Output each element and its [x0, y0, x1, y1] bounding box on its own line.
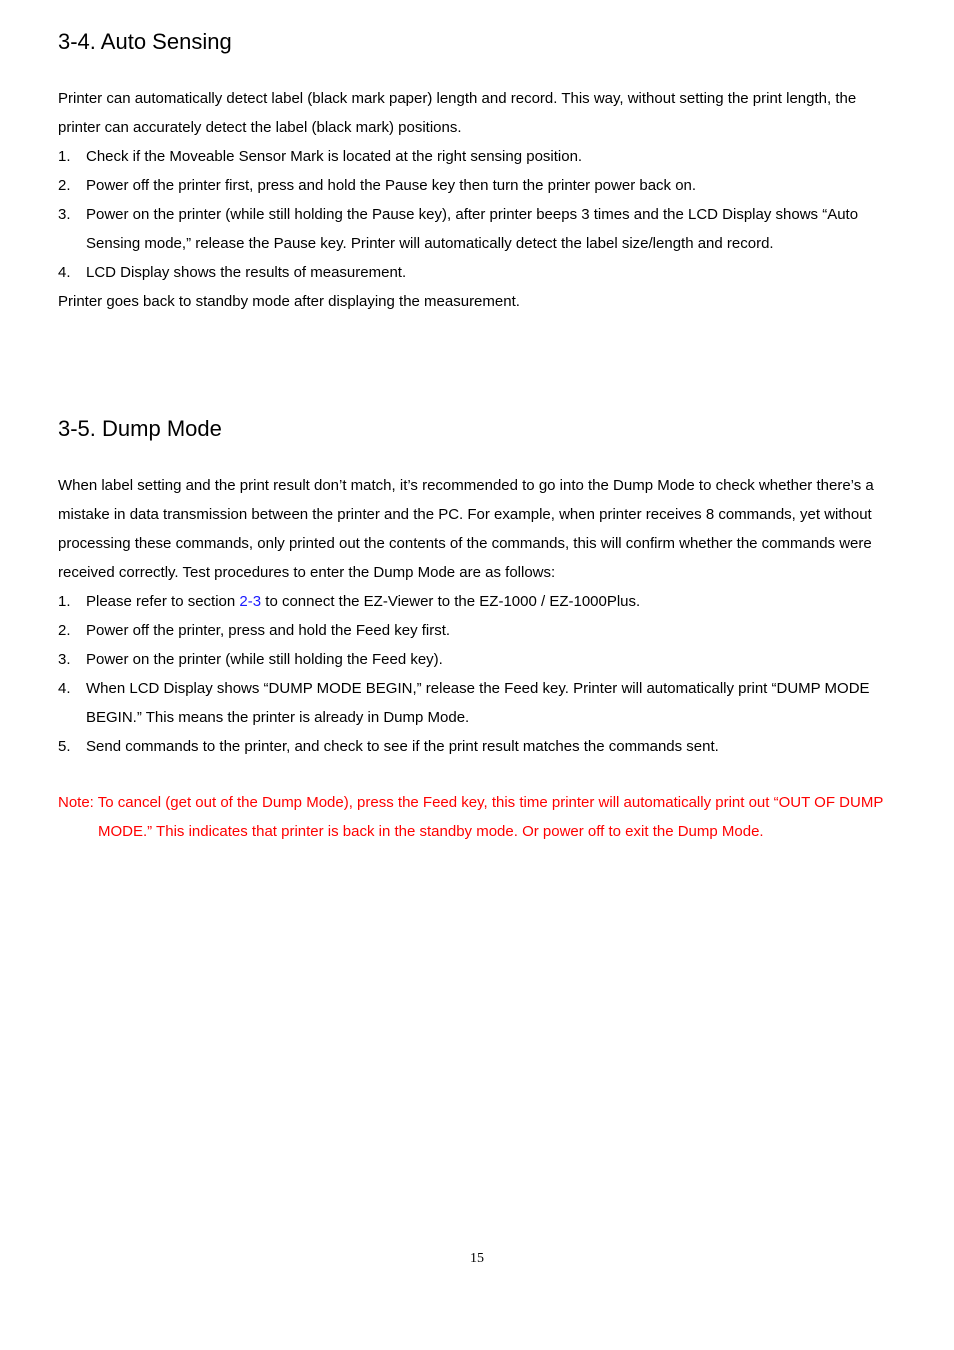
- list-number: 4.: [58, 680, 71, 697]
- section-body-dump-mode: [58, 471, 898, 761]
- list-item: [58, 171, 898, 200]
- list-text: Power on the printer (while still holding the Pause key), after printer beeps 3 times and the LCD Display shows “Auto Sensing mode,” release the Pause key. Printer will automatically detect the label size/length and record.: [86, 206, 859, 252]
- list-number: 3.: [58, 206, 71, 223]
- list-number: 2.: [58, 177, 71, 194]
- list-item: [58, 200, 898, 258]
- list-number: 5.: [58, 738, 71, 755]
- list-number: 1.: [58, 593, 71, 610]
- list-text: LCD Display shows the results of measurement.: [86, 264, 407, 281]
- list-text: Check if the Moveable Sensor Mark is located at the right sensing position.: [86, 148, 583, 165]
- list-item: [58, 645, 898, 674]
- section-heading-auto-sensing: 3-4. Auto Sensing: [58, 29, 232, 54]
- section-link-2-3[interactable]: 2-3: [239, 593, 262, 610]
- list-text: Send commands to the printer, and check to see if the print result matches the commands sent.: [86, 738, 719, 755]
- steps-list: [58, 587, 898, 761]
- paragraph-intro: Printer can automatically detect label (black mark paper) length and record. This way, without setting the print length, the printer can accurately detect the label (black mark) positions.: [58, 90, 857, 136]
- list-text-after: to connect the EZ-Viewer to the EZ-1000 / EZ-1000Plus.: [261, 593, 641, 610]
- list-item: [58, 616, 898, 645]
- list-text: When LCD Display shows “DUMP MODE BEGIN,” release the Feed key. Printer will automatically print “DUMP MODE BEGIN.” This means the printer is already in Dump Mode.: [86, 680, 870, 726]
- page-number: 15: [470, 1251, 484, 1266]
- list-text: Power on the printer (while still holding the Feed key).: [86, 651, 443, 668]
- list-item: [58, 258, 898, 287]
- paragraph-intro: When label setting and the print result don’t match, it’s recommended to go into the Dump Mode to check whether there’s a mistake in data transmission between the printer and the PC. For example, when printer receives 8 commands, yet without processing these commands, only printed out the contents of the commands, this will confirm whether the commands were received correctly. Test procedures to enter the Dump Mode are as follows:: [58, 477, 874, 581]
- list-number: 4.: [58, 264, 71, 281]
- steps-list: [58, 142, 898, 287]
- section-body-auto-sensing: [58, 84, 898, 316]
- list-item: [58, 674, 898, 732]
- section-heading-dump-mode: 3-5. Dump Mode: [58, 416, 222, 441]
- list-item: [58, 587, 898, 616]
- list-item: [58, 142, 898, 171]
- list-number: 3.: [58, 651, 71, 668]
- paragraph-outro: Printer goes back to standby mode after displaying the measurement.: [58, 293, 520, 310]
- note-block: [58, 788, 898, 846]
- list-number: 2.: [58, 622, 71, 639]
- list-text: Power off the printer first, press and hold the Pause key then turn the printer power back on.: [86, 177, 697, 194]
- list-text: Power off the printer, press and hold the Feed key first.: [86, 622, 451, 639]
- list-item: [58, 732, 898, 761]
- list-number: 1.: [58, 148, 71, 165]
- note-text: Note: To cancel (get out of the Dump Mode), press the Feed key, this time printer will automatically print out “OUT OF DUMP MODE.” This indicates that printer is back in the standby mode. Or power off to exit the Dump Mode.: [58, 794, 884, 840]
- list-text-before: Please refer to section: [86, 593, 240, 610]
